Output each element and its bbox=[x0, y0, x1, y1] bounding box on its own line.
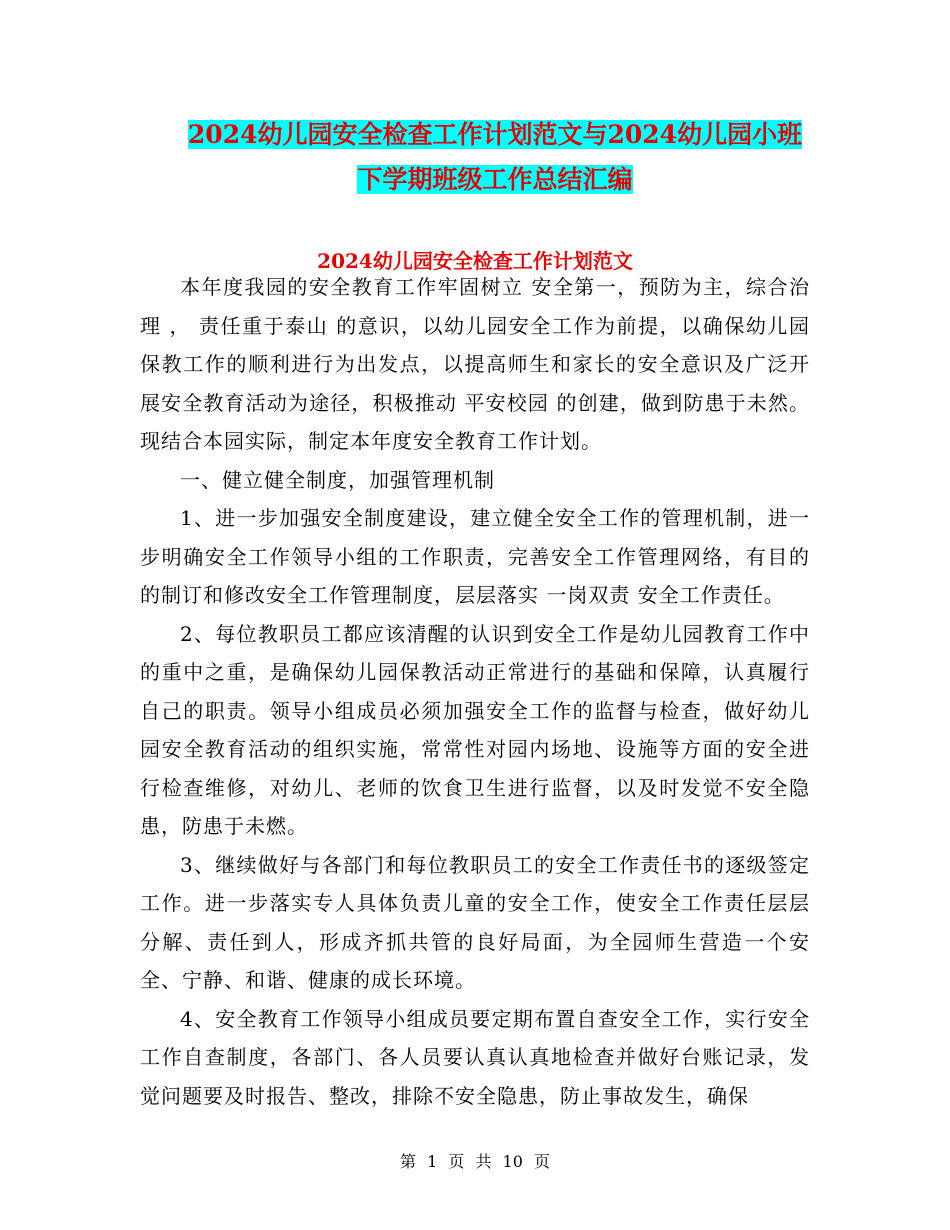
title-line-2: 下学期班级工作总结汇编 bbox=[357, 165, 633, 194]
section-title: 2024幼儿园安全检查工作计划范文 bbox=[317, 249, 633, 273]
title-line-1: 2024幼儿园安全检查工作计划范文与2024幼儿园小班 bbox=[187, 120, 803, 149]
paragraph-item-1: 1、进一步加强安全制度建设，建立健全安全工作的管理机制，进一步明确安全工作领导小组的工作职责，完善安全工作管理网络，有目的的制订和修改安全工作管理制度，层层落实 一岗双责 安全工作责任。 bbox=[140, 506, 810, 607]
paragraph-heading-1: 一、健立健全制度，加强管理机制 bbox=[180, 467, 495, 492]
paragraph-item-3: 3、继续做好与各部门和每位教职员工的安全工作责任书的逐级签定工作。进一步落实专人具体负责儿童的安全工作，使安全工作责任层层分解、责任到人，形成齐抓共管的良好局面，为全园师生营造一个安全、宁静、和谐、健康的成长环境。 bbox=[140, 852, 810, 992]
page-footer: 第 1 页 共 10 页 bbox=[400, 1152, 550, 1171]
paragraph-item-4: 4、安全教育工作领导小组成员要定期布置自查安全工作，实行安全工作自查制度，各部门、各人员要认真认真地检查并做好台账记录，发觉问题要及时报告、整改，排除不安全隐患，防止事故发生，确保 bbox=[140, 1006, 810, 1108]
body-text bbox=[140, 268, 810, 1115]
paragraph-intro: 本年度我园的安全教育工作牢固树立 安全第一，预防为主，综合治理 ， 责任重于泰山 的意识，以幼儿园安全工作为前提，以确保幼儿园保教工作的顺利进行为出发点，以提高师生和家长的安全意识及广泛开展安全教育活动为途径，积极推动 平安校园 的创建，做到防患于未然。现结合本园实际，制定本年度安全教育工作计划。 bbox=[140, 275, 810, 453]
document-title bbox=[140, 112, 850, 202]
paragraph-item-2: 2、每位教职员工都应该清醒的认识到安全工作是幼儿园教育工作中的重中之重，是确保幼儿园保教活动正常进行的基础和保障，认真履行自己的职责。领导小组成员必须加强安全工作的监督与检查，做好幼儿园安全教育活动的组织实施，常常性对园内场地、设施等方面的安全进行检查维修，对幼儿、老师的饮食卫生进行监督，以及时发觉不安全隐患，防患于未燃。 bbox=[140, 621, 810, 838]
